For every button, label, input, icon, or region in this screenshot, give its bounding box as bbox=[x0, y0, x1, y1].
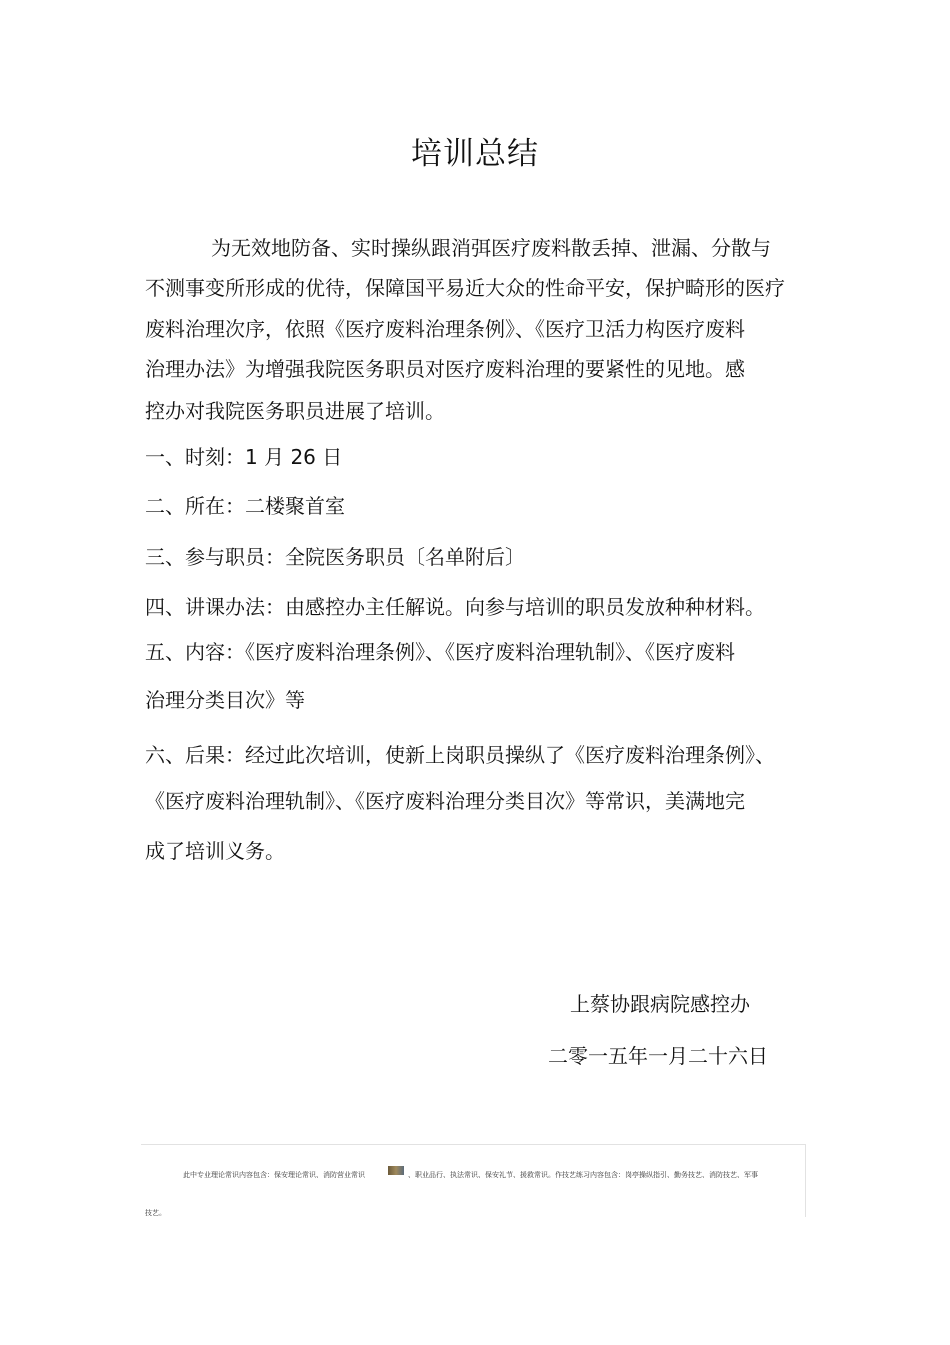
footer-frame bbox=[141, 1144, 806, 1217]
item-content: 五、内容：《医疗废料治理条例》、《医疗废料治理轨制》、《医疗废料 bbox=[145, 640, 735, 664]
item-time: 一、时刻：1 月 26 日 bbox=[145, 445, 343, 469]
intro-line: 为无效地防备、实时操纵跟消弭医疗废料散丢掉、泄漏、分散与 bbox=[211, 236, 771, 260]
item-result-cont: 成了培训义务。 bbox=[145, 839, 285, 863]
signature-date: 二零一五年一月二十六日 bbox=[548, 1044, 768, 1068]
item-participants: 三、参与职员：全院医务职员〔名单附后〕 bbox=[145, 545, 525, 569]
footer-text-b: 、职业品行、执法常识、保安礼节、援救常识。作技艺练习内容包含：岗亭操纵指引、勤务技艺、消防技艺、军事 bbox=[408, 1171, 758, 1179]
footer-text-c: 技艺。 bbox=[145, 1209, 166, 1217]
footer-thumbnail bbox=[388, 1166, 404, 1175]
signature-org: 上蔡协跟病院感控办 bbox=[570, 992, 750, 1016]
intro-line: 治理办法》为增强我院医务职员对医疗废料治理的要紧性的见地。感 bbox=[145, 357, 745, 381]
intro-line: 控办对我院医务职员进展了培训。 bbox=[145, 399, 445, 423]
item-result-cont: 《医疗废料治理轨制》、《医疗废料治理分类目次》等常识，美满地完 bbox=[145, 789, 745, 813]
item-location: 二、所在：二楼聚首室 bbox=[145, 494, 345, 518]
item-method: 四、讲课办法：由感控办主任解说。向参与培训的职员发放种种材料。 bbox=[145, 595, 765, 619]
item-content-cont: 治理分类目次》等 bbox=[145, 688, 305, 712]
footer-text-a: 此中专业理论常识内容包含：保安理论常识、消防营业常识 bbox=[183, 1171, 365, 1179]
intro-line: 废料治理次序，依照《医疗废料治理条例》、《医疗卫活力构医疗废料 bbox=[145, 317, 745, 341]
document-title: 培训总结 bbox=[411, 136, 539, 172]
item-result: 六、后果：经过此次培训，使新上岗职员操纵了《医疗废料治理条例》、 bbox=[145, 743, 775, 767]
intro-line: 不测事变所形成的优待，保障国平易近大众的性命平安，保护畸形的医疗 bbox=[145, 276, 785, 300]
